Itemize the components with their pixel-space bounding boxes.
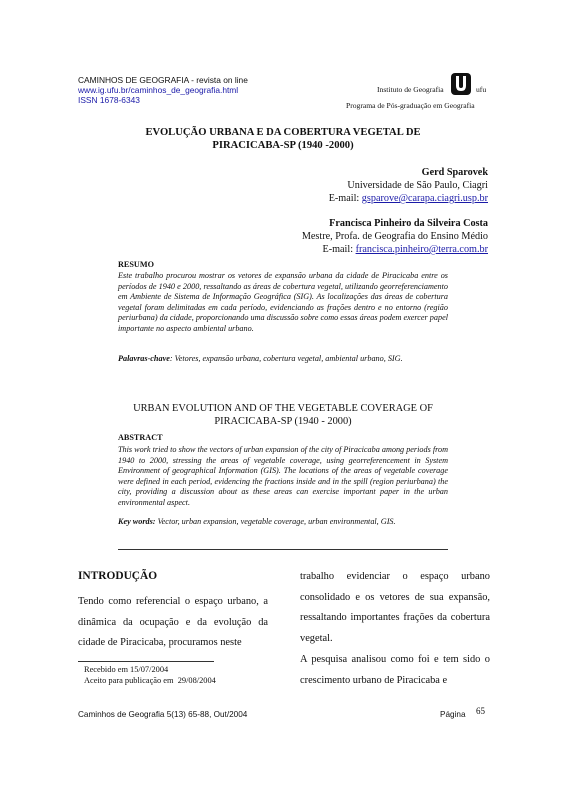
author-affiliation: Universidade de São Paulo, Ciagri	[347, 180, 488, 191]
footer-page-label: Página	[440, 710, 466, 719]
journal-url[interactable]: www.ig.ufu.br/caminhos_de_geografia.html	[78, 85, 239, 95]
resumo-text: Este trabalho procurou mostrar os vetores de expansão urbana da cidade de Piracicaba entre os períodos de 1940 e 2000, ressaltando as áreas de cobertura vegetal, utilizando georreferenciamento em Ambiente de Sistema de Informação Geográfica (SIG). As localizações das áreas de cobertura vegetal foram delimitadas em cada período, evidenciando as frações dentro e no entorno (região periurbana) da cidade, proporcionando uma discussão sobre como essas áreas podem exercer papel importante no aspecto ambiental urbano.	[118, 271, 448, 333]
author-name: Gerd Sparovek	[421, 167, 488, 178]
footnote	[84, 664, 216, 686]
paper-title-english: URBAN EVOLUTION AND OF THE VEGETABLE COVERAGE OF PIRACICABA-SP (1940 - 2000)	[133, 403, 433, 427]
accepted-date: Aceito para publicação em 29/08/2004	[84, 676, 216, 685]
author-email-line	[302, 243, 488, 256]
intro-heading: INTRODUÇÃO	[78, 570, 158, 582]
resumo-heading: RESUMO	[118, 260, 154, 269]
keywords-label: Palavras-chave	[118, 354, 170, 363]
keywords-pt	[118, 354, 448, 365]
institute-name: Instituto de Geografia	[377, 85, 444, 94]
keywords-en	[118, 517, 448, 528]
journal-header	[78, 75, 248, 105]
abstract-heading: ABSTRACT	[118, 433, 163, 442]
journal-issn: ISSN 1678-6343	[78, 95, 140, 105]
email-label: E-mail:	[322, 244, 356, 255]
author-name: Francisca Pinheiro da Silveira Costa	[329, 218, 488, 229]
author-block	[329, 166, 488, 205]
program-name: Programa de Pós-graduação em Geografia	[346, 101, 475, 110]
abstract-text: This work tried to show the vectors of urban expansion of the city of Piracicaba among periods from 1940 to 2000, stressing the areas of vegetable coverage, using georreferencement in System Environment of geographical Information (GIS). The locations of the areas of vegetable coverage were defined in each period, evidencing the fractions inside and in the spill (region periurbana) the city, providing a discussion about as these areas can exercise important paper in the urban environmental aspect.	[118, 445, 448, 507]
author-email-line	[329, 192, 488, 205]
intro-column-left: Tendo como referencial o espaço urbano, a dinâmica da ocupação e da evolução da cidade de Piracicaba, procuramos neste	[78, 596, 268, 648]
author-email-link[interactable]: gsparove@carapa.ciagri.usp.br	[361, 193, 488, 204]
footnote-rule	[78, 661, 214, 662]
footer-page-number: 65	[476, 706, 485, 716]
section-divider	[118, 549, 448, 550]
author-block	[302, 217, 488, 256]
ufu-logo-icon	[450, 72, 472, 96]
intro-column-right-para1: trabalho evidenciar o espaço urbano consolidado e os vetores de sua expansão, ressaltando importantes frações da cobertura vegetal.	[300, 571, 490, 644]
received-date: Recebido em 15/07/2004	[84, 665, 169, 674]
keywords-label: Key words:	[118, 517, 156, 526]
email-label: E-mail:	[328, 193, 362, 204]
paper-title: EVOLUÇÃO URBANA E DA COBERTURA VEGETAL DE PIRACICABA-SP (1940 -2000)	[145, 127, 421, 151]
ufu-label: ufu	[476, 85, 487, 94]
footer-citation: Caminhos de Geografia 5(13) 65-88, Out/2004	[78, 710, 248, 719]
author-email-link[interactable]: francisca.pinheiro@terra.com.br	[355, 244, 488, 255]
keywords-list: : Vetores, expansão urbana, cobertura vegetal, ambiental urbano, SIG.	[169, 354, 403, 363]
keywords-list: Vector, urban expansion, vegetable coverage, urban environmental, GIS.	[155, 517, 396, 526]
intro-column-right-para2: A pesquisa analisou como foi e tem sido o crescimento urbano de Piracicaba e	[300, 654, 490, 686]
author-affiliation: Mestre, Profa. de Geografia do Ensino Médio	[301, 231, 488, 242]
journal-name: CAMINHOS DE GEOGRAFIA - revista on line	[78, 75, 248, 85]
